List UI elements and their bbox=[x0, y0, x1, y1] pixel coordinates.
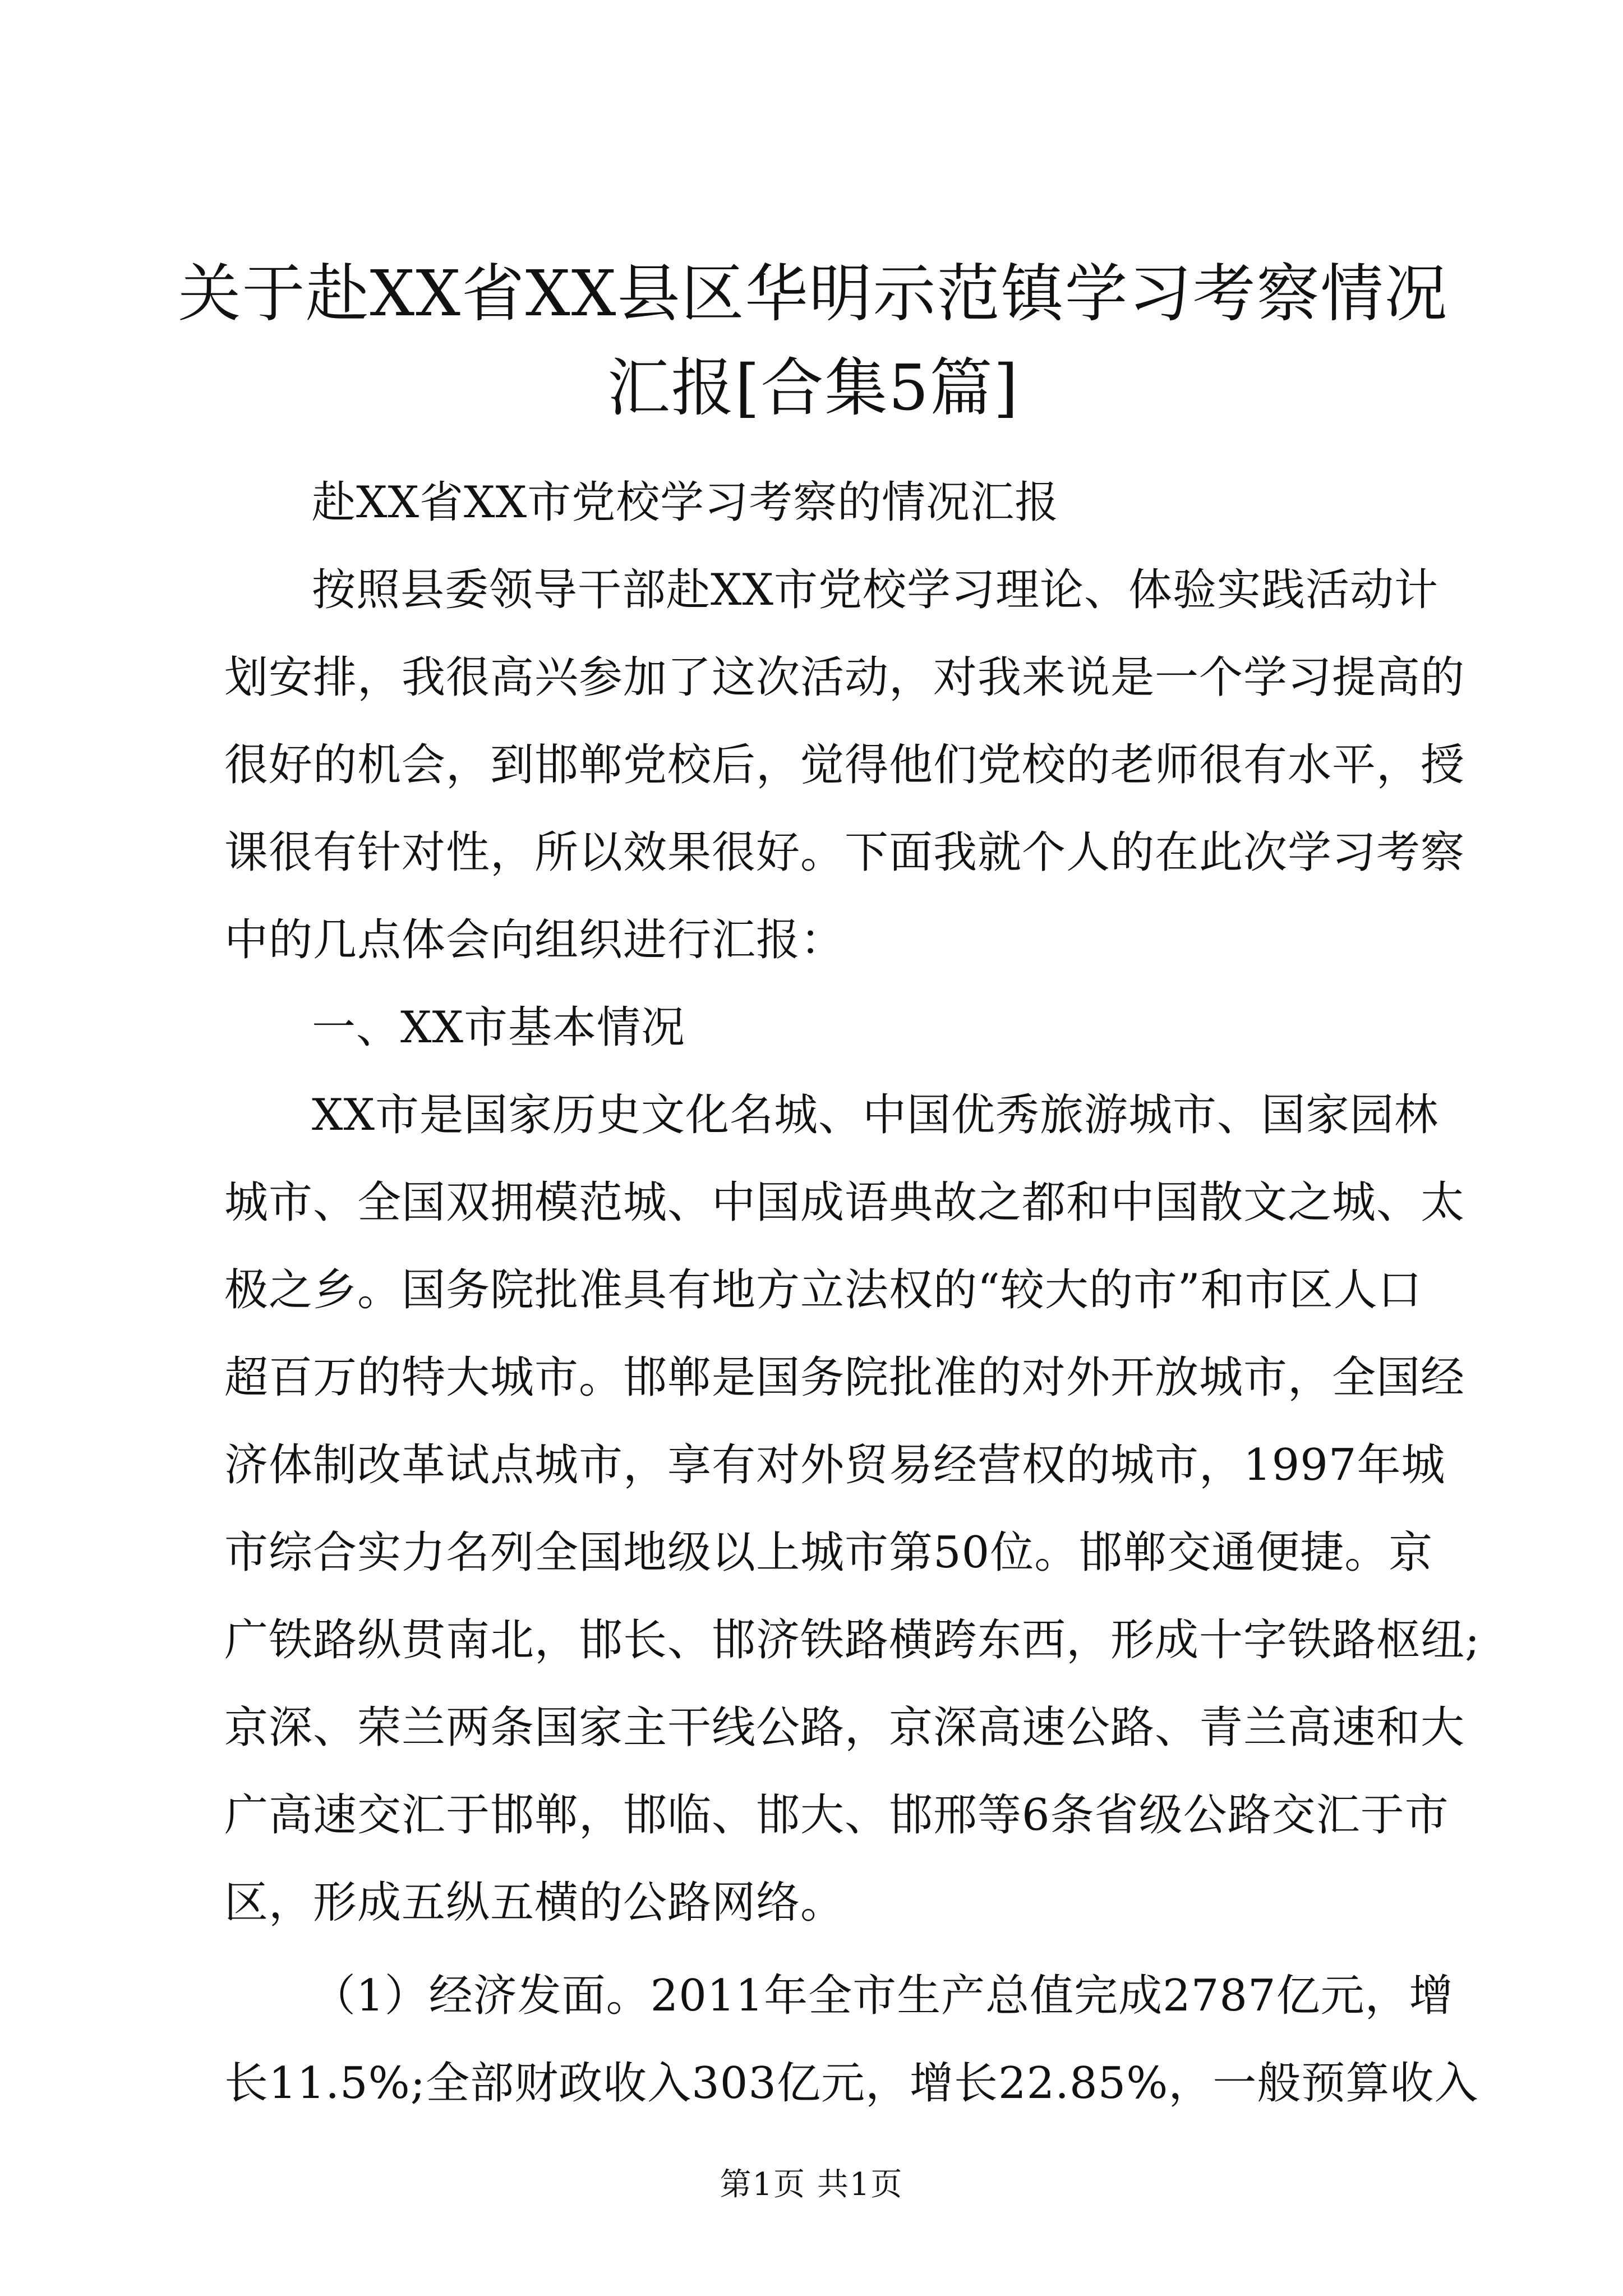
paragraph-line: 济体制改革试点城市，享有对外贸易经营权的城市，1997年城 bbox=[224, 1440, 1446, 1490]
section-heading: 一、XX市基本情况 bbox=[312, 1002, 686, 1053]
paragraph-line: 很好的机会，到邯郸党校后，觉得他们党校的老师很有水平，授 bbox=[224, 740, 1465, 790]
paragraph-line: 广高速交汇于邯郸，邯临、邯大、邯邢等6条省级公路交汇于市 bbox=[224, 1790, 1449, 1841]
document-title bbox=[168, 247, 1458, 435]
title-line-1: 关于赴XX省XX县区华明示范镇学习考察情况 bbox=[178, 257, 1449, 330]
paragraph-line: 京深、荣兰两条国家主干线公路，京深高速公路、青兰高速和大 bbox=[224, 1703, 1465, 1753]
paragraph-line: XX市是国家历史文化名城、中国优秀旅游城市、国家园林 bbox=[312, 1090, 1439, 1140]
paragraph-line: 城市、全国双拥模范城、中国成语典故之都和中国散文之城、太 bbox=[224, 1177, 1465, 1228]
document-subtitle: 赴XX省XX市党校学习考察的情况汇报 bbox=[312, 477, 1059, 528]
paragraph-line: 长11.5%;全部财政收入303亿元，增长22.85%，一般预算收入 bbox=[224, 2058, 1479, 2109]
paragraph-line: 市综合实力名列全国地级以上城市第50位。邯郸交通便捷。京 bbox=[224, 1527, 1433, 1578]
paragraph-line: 按照县委领导干部赴XX市党校学习理论、体验实践活动计 bbox=[312, 565, 1439, 615]
paragraph-line: 课很有针对性，所以效果很好。下面我就个人的在此次学习考察 bbox=[224, 827, 1465, 878]
paragraph-line: 划安排，我很高兴参加了这次活动，对我来说是一个学习提高的 bbox=[224, 652, 1465, 703]
document-body bbox=[224, 459, 1481, 2127]
paragraph-line: 极之乡。国务院批准具有地方立法权的“较大的市”和市区人口 bbox=[224, 1265, 1422, 1315]
paragraph-line: 广铁路纵贯南北，邯长、邯济铁路横跨东西，形成十字铁路枢纽; bbox=[224, 1615, 1481, 1665]
title-line-2: 汇报[合集5篇] bbox=[607, 352, 1020, 425]
paragraph-line: 超百万的特大城市。邯郸是国务院批准的对外开放城市，全国经 bbox=[224, 1352, 1465, 1403]
paragraph-line: 区，形成五纵五横的公路网络。 bbox=[224, 1878, 845, 1928]
paragraph-line: 中的几点体会向组织进行汇报： bbox=[224, 915, 845, 965]
page-footer: 第1页 共1页 bbox=[720, 2166, 903, 2203]
paragraph-line: （1）经济发面。2011年全市生产总值完成2787亿元，增 bbox=[312, 1971, 1454, 2021]
